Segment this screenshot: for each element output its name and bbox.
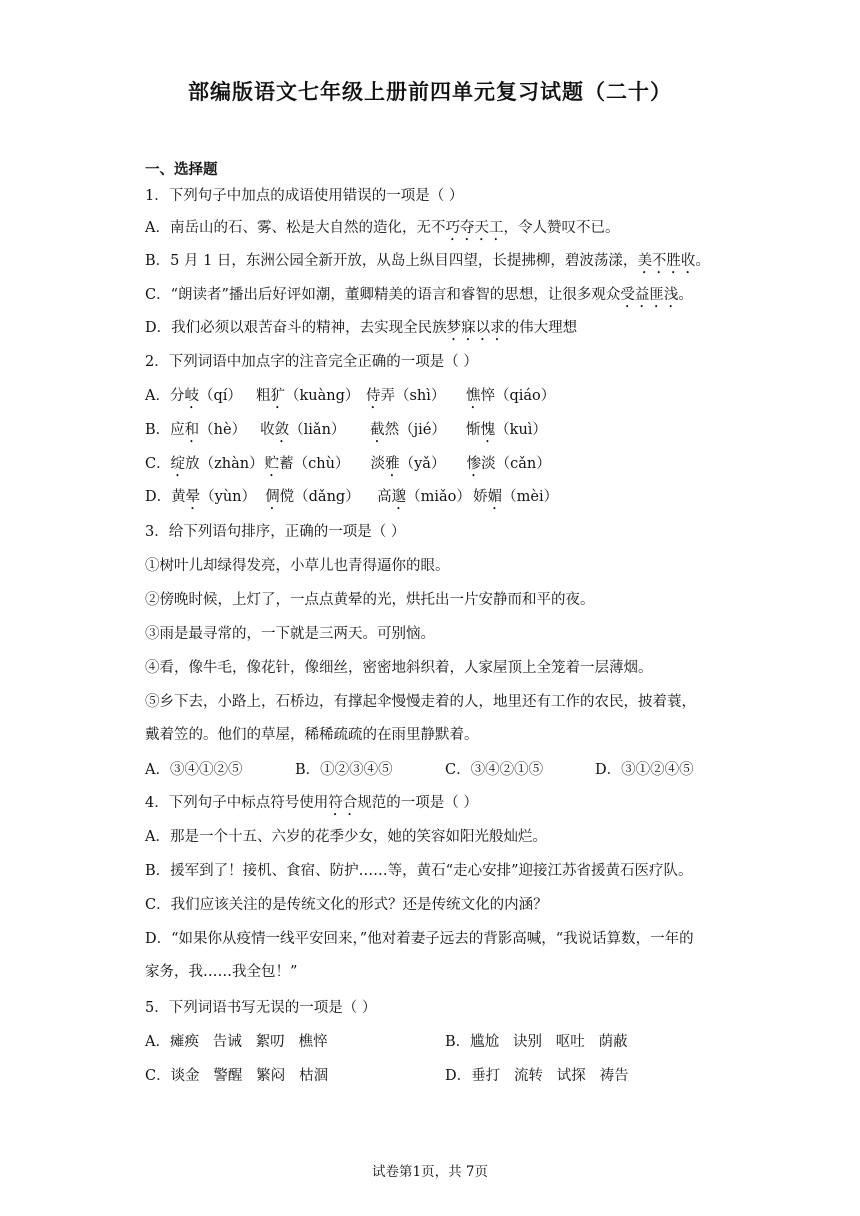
- q3-sentence-2: ②傍晚时候，上灯了，一点点黄晕的光，烘托出一片安静而和平的夜。: [145, 592, 595, 608]
- q4-option-d-line1: D．“如果你从疫情一线平安回来，”他对着妻子远去的背影高喊，“我说话算数，一年的: [145, 931, 694, 947]
- q3-sentence-5a: ⑤乡下去，小路上，石桥边，有撑起伞慢慢走着的人，地里还有工作的农民，披着蓑，: [145, 694, 696, 710]
- q3-option-c: C．③④②①⑤: [445, 762, 544, 778]
- page-title: 部编版语文七年级上册前四单元复习试题（二十）: [188, 80, 672, 104]
- q1-option-b: B．5 月 1 日，东洲公园全新开放，从岛上纵目四望，长提拂柳，碧波荡漾，美不胜收。: [145, 253, 710, 269]
- q3-sentence-4: ④看，像牛毛，像花针，像细丝，密密地斜织着，人家屋顶上全笼着一层薄烟。: [145, 660, 653, 676]
- q2-option-a: A．分岐（qí） 粗犷（kuàng） 侍弄（shì） 憔悴（qiáo）: [145, 388, 556, 404]
- q4-option-c: C．我们应该关注的是传统文化的形式？还是传统文化的内涵？: [145, 897, 548, 913]
- q2-stem: 2．下列词语中加点字的注音完全正确的一项是（ ）: [145, 354, 478, 370]
- q5-option-b: B．尴尬 诀别 呕吐 荫蔽: [445, 1034, 628, 1050]
- q1-option-c: C．“朗读者”播出后好评如潮，董卿精美的语言和睿智的思想，让很多观众受益匪浅。: [145, 287, 693, 303]
- q4-option-b: B．援军到了！接机、食宿、防护……等，黄石“走心安排”迎接江苏省援黄石医疗队。: [145, 863, 693, 879]
- q1-stem: 1．下列句子中加点的成语使用错误的一项是（ ）: [145, 188, 464, 204]
- q4-option-d-line2: 家务，我……我全包！”: [145, 964, 298, 980]
- q3-stem: 3．给下列语句排序，正确的一项是（ ）: [145, 524, 406, 540]
- q3-options: [145, 760, 694, 780]
- q5-option-a: A．瘫痪 告诫 絮叨 樵悴: [145, 1034, 328, 1050]
- q5-option-c: C．谈金 警醒 繁闷 枯涸: [145, 1068, 329, 1084]
- q3-option-d: D．③①②④⑤: [595, 762, 694, 778]
- q3-sentence-5b: 戴着笠的。他们的草屋，稀稀疏疏的在雨里静默着。: [145, 727, 479, 743]
- q3-option-a: A．③④①②⑤: [145, 762, 243, 778]
- q5-stem: 5．下列词语书写无误的一项是（ ）: [145, 1000, 377, 1016]
- page-footer: 试卷第1页，共 7页: [372, 1164, 488, 1180]
- q5-row-1: [145, 1032, 628, 1052]
- q3-sentence-3: ③雨是最寻常的，一下就是三两天。可别恼。: [145, 626, 435, 642]
- q1-option-d: D．我们必须以艰苦奋斗的精神，去实现全民族梦寐以求的伟大理想: [145, 320, 578, 336]
- section-heading: 一、选择题: [145, 162, 218, 178]
- q4-option-a: A．那是一个十五、六岁的花季少女，她的笑容如阳光般灿烂。: [145, 829, 547, 845]
- q3-option-b: B．①②③④⑤: [295, 762, 393, 778]
- q4-stem: 4．下列句子中标点符号使用符合规范的一项是（ ）: [145, 795, 478, 811]
- q5-row-2: [145, 1066, 629, 1086]
- q2-option-b: B．应和（hè） 收敛（liǎn） 截然（jié） 惭愧（kuì）: [145, 422, 547, 438]
- q2-option-c: C．绽放（zhàn）贮蓄（chù） 淡雅（yǎ） 惨淡（cǎn）: [145, 456, 551, 472]
- q1-option-a: A．南岳山的石、雾、松是大自然的造化，无不巧夺天工，令人赞叹不已。: [145, 220, 620, 236]
- q5-option-d: D．垂打 流转 试探 祷告: [445, 1068, 629, 1084]
- q2-option-d: D．黄晕（yùn） 倜傥（dǎng） 高邈（miǎo） 娇媚（mèi）: [145, 489, 559, 505]
- q3-sentence-1: ①树叶儿却绿得发亮，小草儿也青得逼你的眼。: [145, 558, 450, 574]
